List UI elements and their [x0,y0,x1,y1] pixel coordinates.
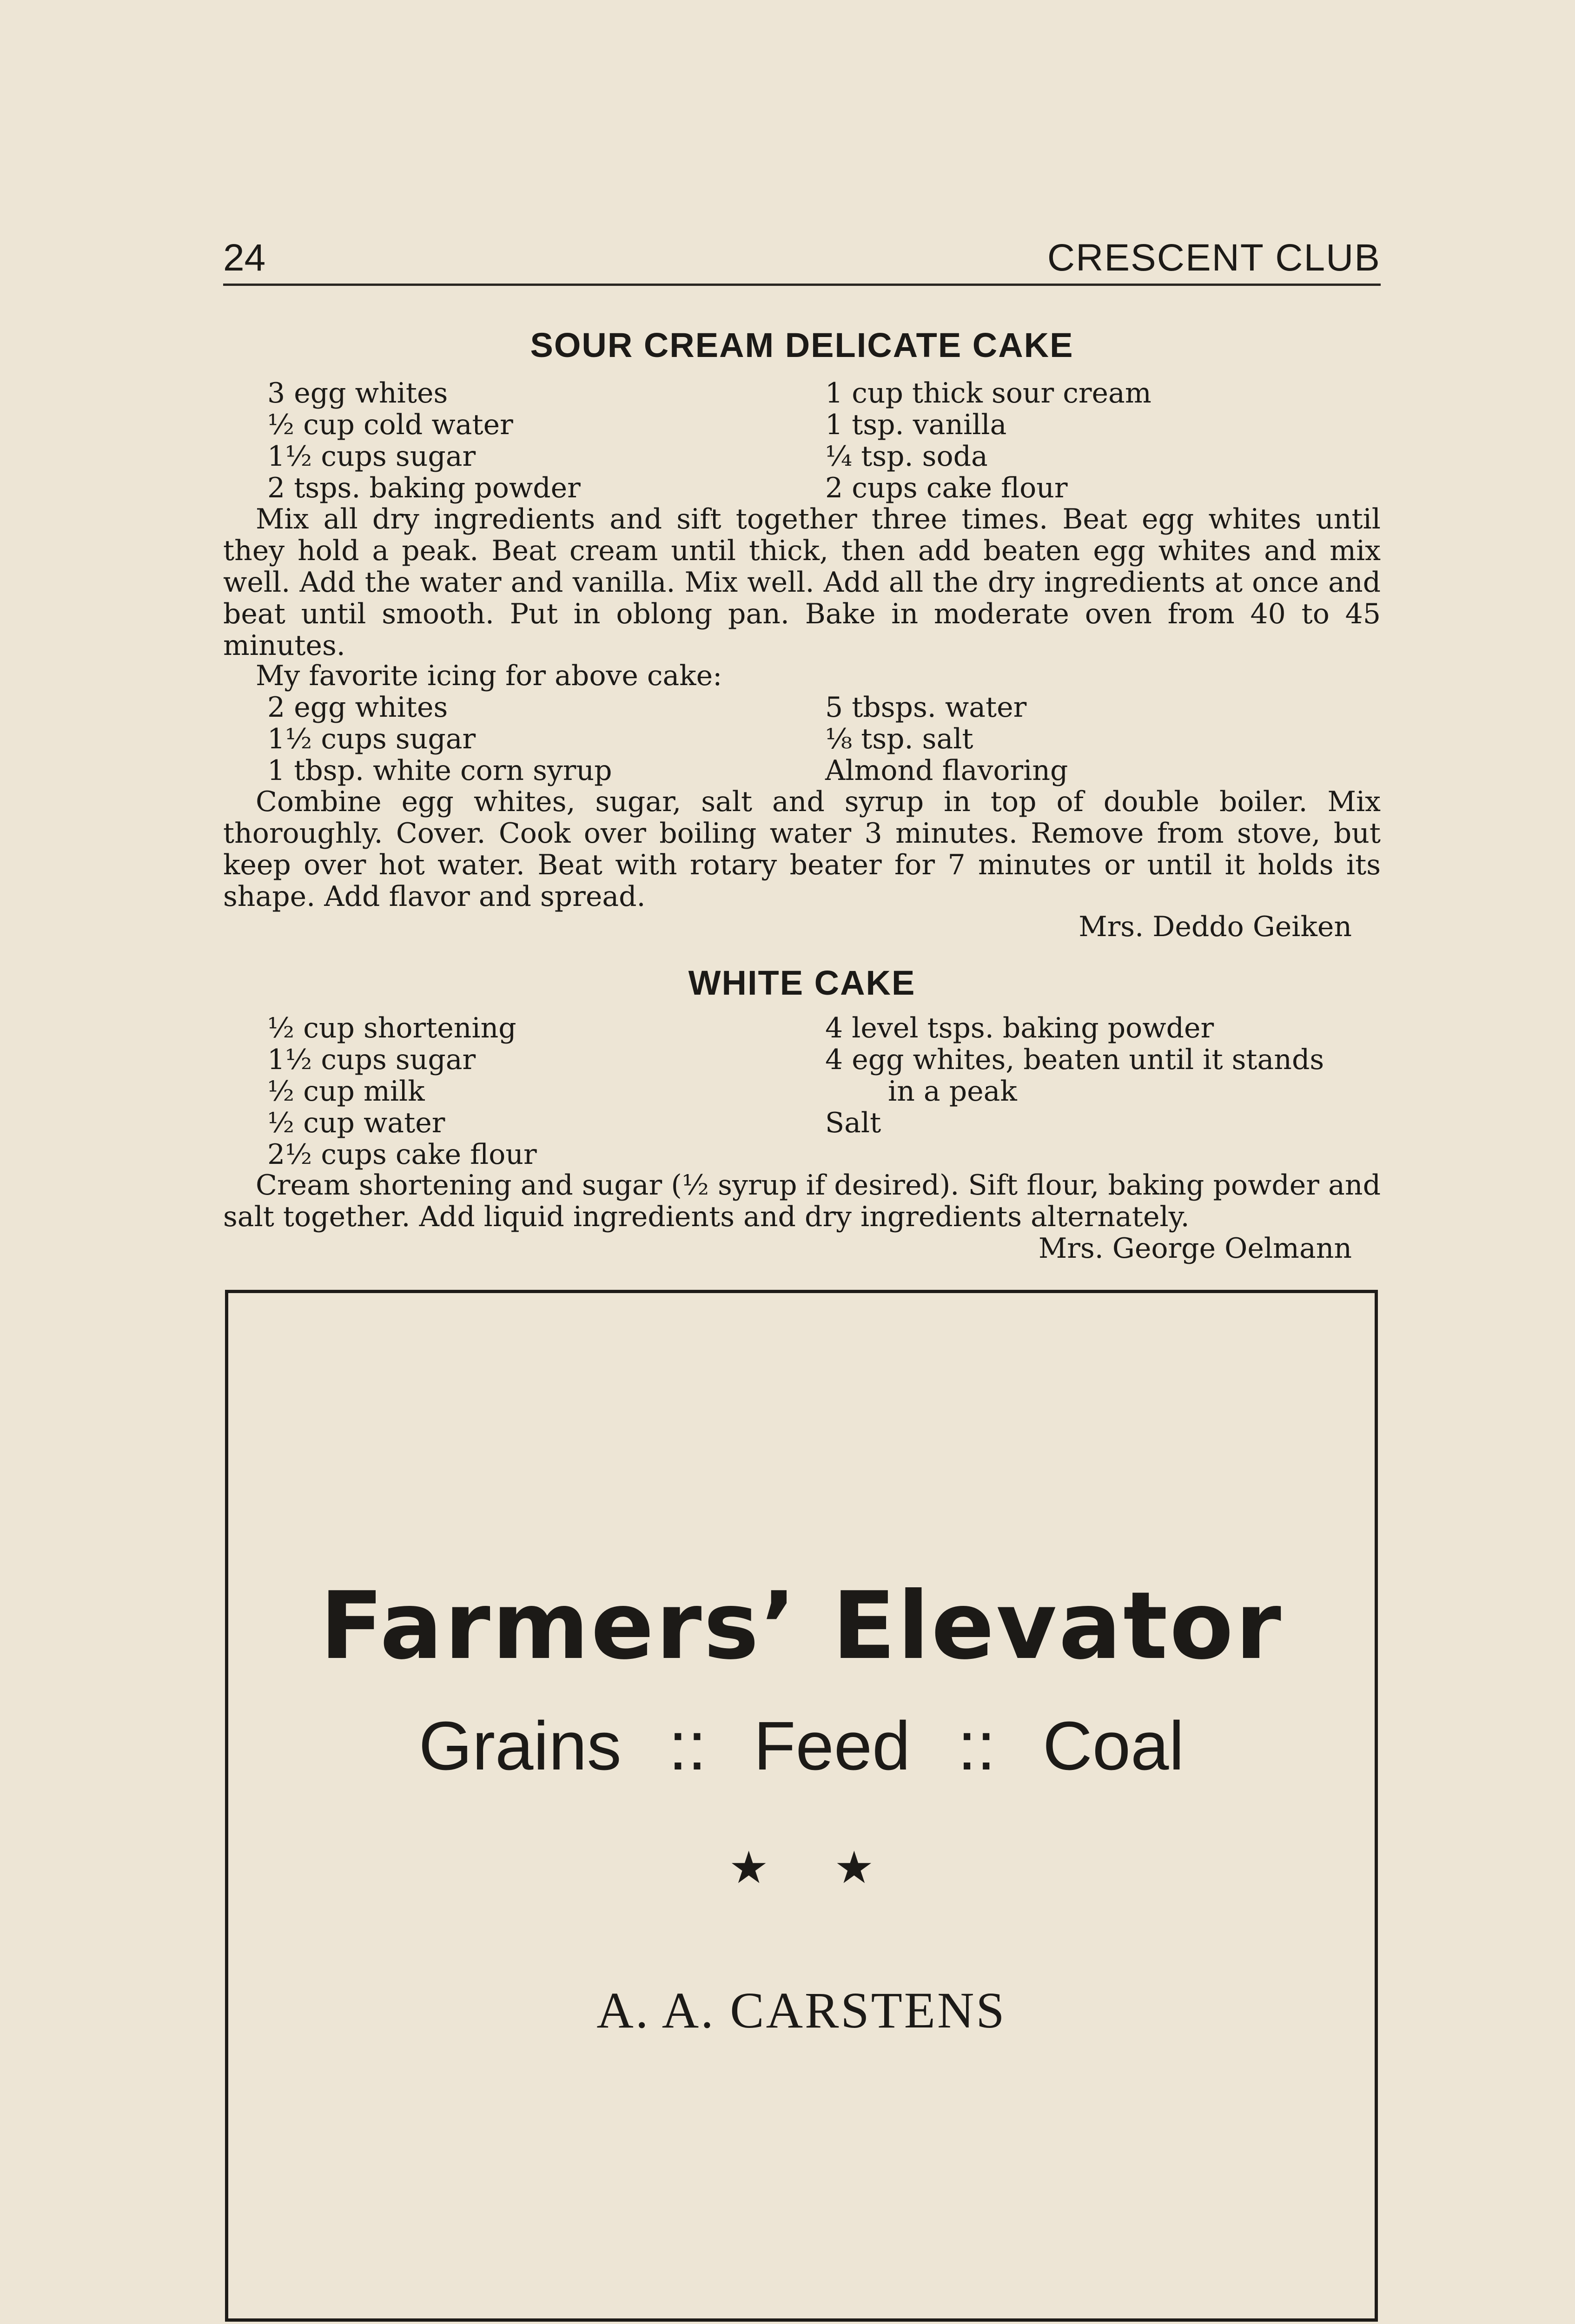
ingredient: in a peak [888,1075,1017,1108]
recipe-author: Mrs. George Oelmann [1038,1232,1352,1265]
recipe-title: SOUR CREAM DELICATE CAKE [530,326,1074,364]
page-number: 24 [223,237,266,279]
ingredient: 4 level tsps. baking powder [825,1012,1214,1044]
recipe-directions: Mix all dry ingredients and sift together three times. Beat egg whites until they hold a peak. Beat cream until thick, then add beaten egg whites and mix well. Add the water and vanilla. Mix well. Add all the dry ingredients at once and beat until smooth. Put in oblong pan. Bake in moderate oven from 40 to 45 minutes. [223,503,1381,662]
ingredient: 2 tsps. baking powder [267,472,581,504]
ingredient: 4 egg whites, beaten until it stands [825,1043,1324,1076]
recipe-title: WHITE CAKE [688,964,916,1002]
club-name: CRESCENT CLUB [1047,237,1381,279]
ingredient: 2 egg whites [267,691,448,724]
ingredient: ½ cup water [267,1107,445,1139]
ingredient: 2½ cups cake flour [267,1138,537,1171]
star-icons: ★ ★ [728,1842,874,1894]
ingredient: Salt [825,1107,881,1139]
ad-tagline: Grains :: Feed :: Coal [418,1708,1185,1784]
recipe-author: Mrs. Deddo Geiken [1079,911,1352,943]
ingredient: ⅛ tsp. salt [825,723,973,755]
ingredient: Almond flavoring [825,754,1068,787]
icing-directions: Combine egg whites, sugar, salt and syrup in top of double boiler. Mix thoroughly. Cover. Cook over boiling water 3 minutes. Remove from stove, but keep over hot water. Beat with rotary beater for 7 minutes or until it holds its shape. Add flavor and spread. [223,786,1381,913]
ingredient: 1 cup thick sour cream [825,377,1151,409]
ad-owner: A. A. CARSTENS [596,1982,1006,2039]
ingredient: 3 egg whites [267,377,448,409]
advertisement-box [225,1290,1378,2322]
ingredient: ¼ tsp. soda [825,440,988,473]
ingredient: 5 tbsps. water [825,691,1027,724]
ingredient: ½ cup milk [267,1075,425,1108]
ingredient: ½ cup cold water [267,409,513,441]
ingredient: ½ cup shortening [267,1012,516,1044]
ad-headline: Farmers’ Elevator [320,1572,1283,1680]
ingredient: 1½ cups sugar [267,1043,476,1076]
recipe-directions: Cream shortening and sugar (½ syrup if desired). Sift flour, baking powder and salt together. Add liquid ingredients and dry ingredients alternately. [223,1169,1381,1233]
page-header [223,232,1381,286]
ingredient: 1½ cups sugar [267,440,476,473]
ingredient: 1½ cups sugar [267,723,476,755]
icing-intro: My favorite icing for above cake: [256,660,722,692]
ingredient: 1 tbsp. white corn syrup [267,754,612,787]
ingredient: 1 tsp. vanilla [825,409,1007,441]
ingredient: 2 cups cake flour [825,472,1068,504]
